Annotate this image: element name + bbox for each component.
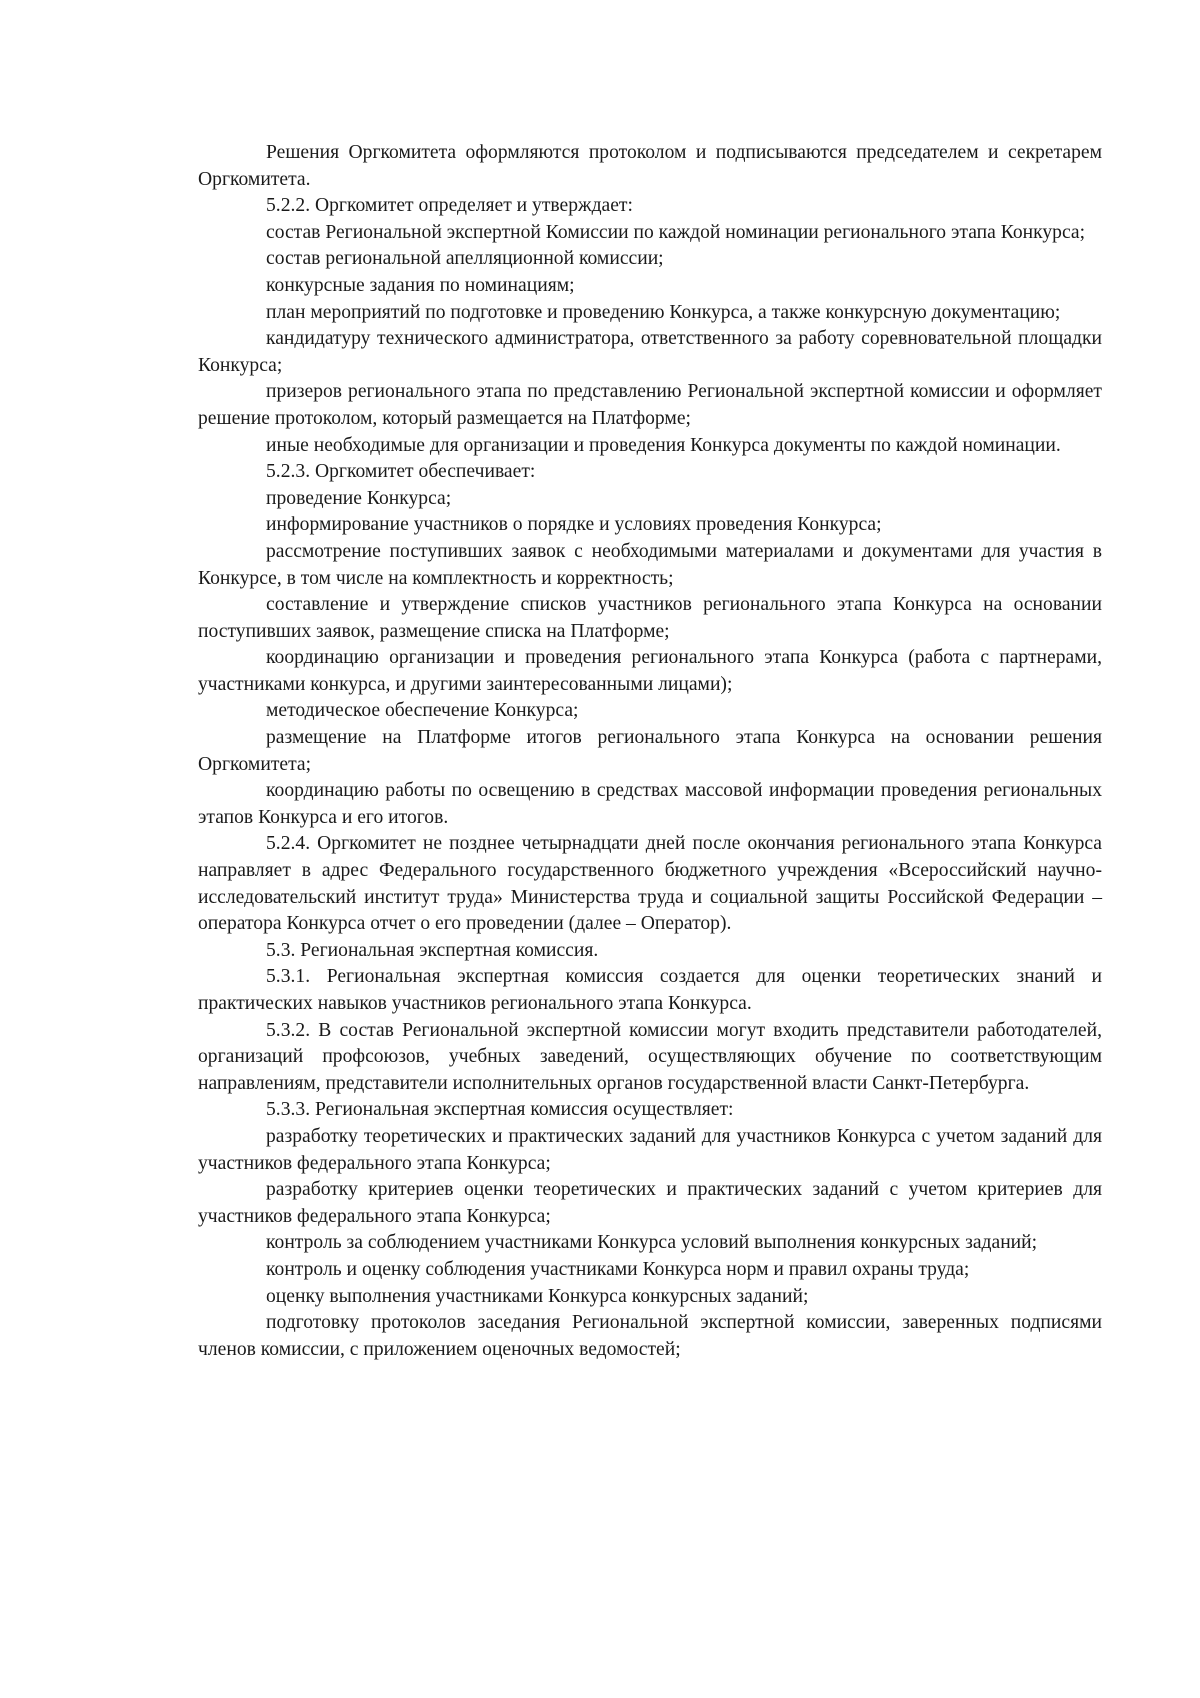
paragraph-13: рассмотрение поступивших заявок с необходимыми материалами и документами для участия в Конкурсе, в том числе на комплектность и корректность;: [198, 540, 1102, 589]
paragraph-28: оценку выполнения участниками Конкурса конкурсных заданий;: [266, 1285, 809, 1307]
paragraph-11: проведение Конкурса;: [266, 487, 452, 509]
paragraph-15: координацию организации и проведения регионального этапа Конкурса (работа с партнерами, участниками конкурса, и другими заинтересованными лицами);: [198, 647, 1102, 695]
paragraph-1: Решения Оргкомитета оформляются протоколом и подписываются председателем и секретарем Оргкомитета.: [198, 142, 1102, 190]
paragraph-9: иные необходимые для организации и проведения Конкурса документы по каждой номинации.: [266, 434, 1061, 456]
paragraph-12: информирование участников о порядке и условиях проведения Конкурса;: [266, 514, 882, 536]
paragraph-5: конкурсные задания по номинациям;: [266, 274, 575, 296]
paragraph-16: методическое обеспечение Конкурса;: [266, 700, 579, 722]
paragraph-17: размещение на Платформе итогов регионального этапа Конкурса на основании решения Оргкомитета;: [198, 727, 1102, 775]
paragraph-2: 5.2.2. Оргкомитет определяет и утверждает:: [266, 195, 633, 217]
paragraph-18: координацию работы по освещению в средствах массовой информации проведения региональных этапов Конкурса и его итогов.: [198, 780, 1102, 828]
document-page: [198, 140, 1102, 1363]
paragraph-7: кандидатуру технического администратора, ответственного за работу соревновательной площадки Конкурса;: [198, 328, 1102, 376]
paragraph-8: призеров регионального этапа по представлению Региональной экспертной комиссии и оформляет решение протоколом, который размещается на Платформе;: [198, 381, 1102, 429]
paragraph-24: разработку теоретических и практических заданий для участников Конкурса с учетом заданий для участников федерального этапа Конкурса;: [198, 1125, 1102, 1174]
paragraph-20: 5.3. Региональная экспертная комиссия.: [266, 939, 599, 961]
paragraph-21: 5.3.1. Региональная экспертная комиссия создается для оценки теоретических знаний и практических навыков участников регионального этапа Конкурса.: [198, 966, 1102, 1014]
paragraph-27: контроль и оценку соблюдения участниками Конкурса норм и правил охраны труда;: [266, 1258, 970, 1280]
paragraph-29: подготовку протоколов заседания Региональной экспертной комиссии, заверенных подписями членов комиссии, с приложением оценочных ведомостей;: [198, 1312, 1102, 1360]
paragraph-22: 5.3.2. В состав Региональной экспертной комиссии могут входить представители работодателей, организаций профсоюзов, учебных заведений, осуществляющих обучение по соответствующим направлениям, представители исполнительных органов государственной власти Санкт-Петербурга.: [198, 1019, 1102, 1094]
paragraph-14: составление и утверждение списков участников регионального этапа Конкурса на основании поступивших заявок, размещение списка на Платформе;: [198, 594, 1102, 642]
paragraph-19: 5.2.4. Оргкомитет не позднее четырнадцати дней после окончания регионального этапа Конкурса направляет в адрес Федерального государственного бюджетного учреждения «Всероссийский научно-исследовательский институт труда» Министерства труда и социальной защиты Российской Федерации – оператора Конкурса отчет о его проведении (далее – Оператор).: [198, 833, 1102, 935]
paragraph-6: план мероприятий по подготовке и проведению Конкурса, а также конкурсную документацию;: [266, 301, 1061, 323]
paragraph-23: 5.3.3. Региональная экспертная комиссия осуществляет:: [266, 1099, 734, 1121]
paragraph-26: контроль за соблюдением участниками Конкурса условий выполнения конкурсных заданий;: [266, 1232, 1038, 1254]
paragraph-3: состав Региональной экспертной Комиссии по каждой номинации регионального этапа Конкурса;: [266, 221, 1086, 243]
paragraph-10: 5.2.3. Оргкомитет обеспечивает:: [266, 461, 536, 483]
paragraph-4: состав региональной апелляционной комиссии;: [266, 248, 664, 270]
paragraph-25: разработку критериев оценки теоретических и практических заданий с учетом критериев для участников федерального этапа Конкурса;: [198, 1179, 1102, 1227]
